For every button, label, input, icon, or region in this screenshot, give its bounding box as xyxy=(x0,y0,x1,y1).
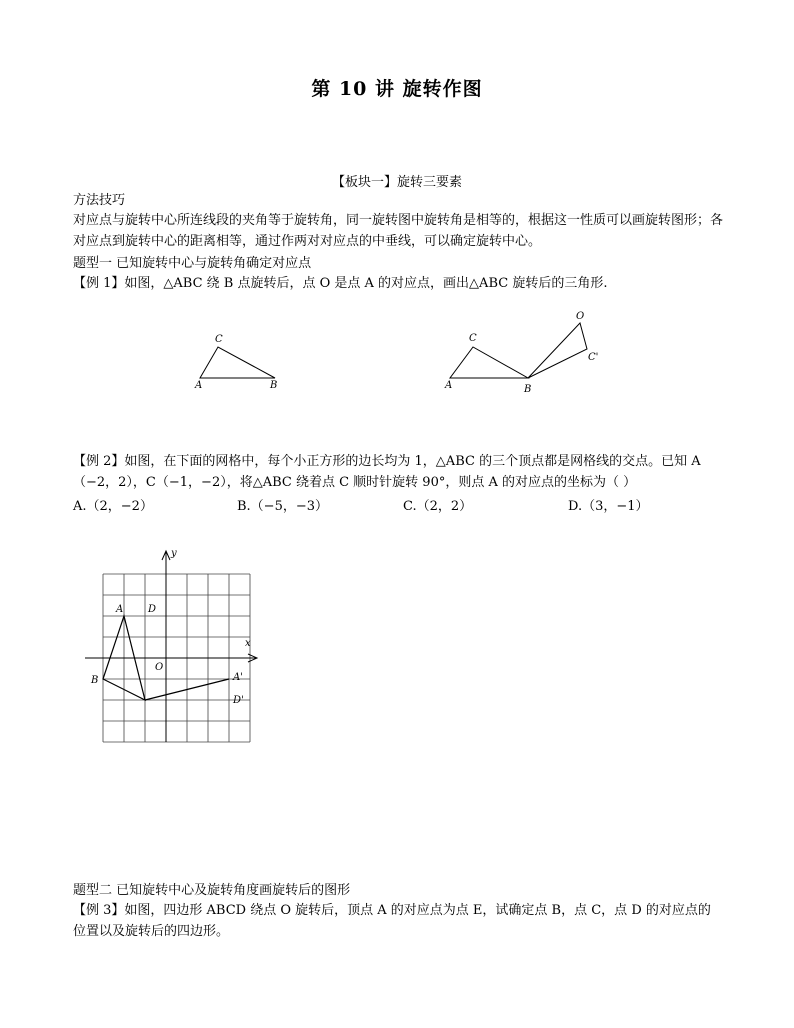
label-c: C xyxy=(215,334,223,345)
grid-label-d-prime: D' xyxy=(233,695,244,706)
example1-text: 【例 1】如图，△ABC 绕 B 点旋转后，点 O 是点 A 的对应点，画出△ABC 旋转后的三角形. xyxy=(73,276,608,291)
triangle-obc-prime xyxy=(528,323,587,378)
option-a: A.（2，−2） xyxy=(73,499,153,514)
grid-label-d: D xyxy=(148,604,157,615)
example1-figure-left xyxy=(190,328,290,392)
label-c-right: C xyxy=(469,333,477,344)
type1-heading: 题型一 已知旋转中心与旋转角确定对应点 xyxy=(73,256,312,271)
grid-label-o: O xyxy=(155,662,164,673)
label-b: B xyxy=(270,380,278,391)
label-a: A xyxy=(195,380,203,391)
triangle-abc-right xyxy=(450,347,528,378)
option-c: C.（2，2） xyxy=(403,499,473,514)
label-a-right: A xyxy=(445,380,453,391)
example2-line2: （−2，2），C（−1，−2），将△ABC 绕着点 C 顺时针旋转 90°，则点 A 的对应点的坐标为（ ） xyxy=(73,475,637,490)
example2-grid-figure xyxy=(80,546,265,746)
method-text: 对应点与旋转中心所连线段的夹角等于旋转角，同一旋转图中旋转角是相等的，根据这一性质可以画旋转图形；各对应点到旋转中心的距离相等，通过作两对对应点的中垂线，可以确定旋转中心。 xyxy=(73,213,724,249)
page-title: 第 10 讲 旋转作图 xyxy=(311,78,483,100)
label-o: O xyxy=(576,311,585,322)
grid-label-b: B xyxy=(91,675,99,686)
label-b-right: B xyxy=(524,384,532,395)
example3-text: 【例 3】如图，四边形 ABCD 绕点 O 旋转后，顶点 A 的对应点为点 E，试确定点 B，点 C，点 D 的对应点的位置以及旋转后的四边形。 xyxy=(73,903,711,939)
section-header: 【板块一】旋转三要素 xyxy=(331,175,462,190)
example1-figure-right xyxy=(440,308,610,396)
option-b: B.（−5，−3） xyxy=(237,499,329,514)
example2-line1: 【例 2】如图，在下面的网格中，每个小正方形的边长均为 1，△ABC 的三个顶点都是网格线的交点。已知 A xyxy=(73,454,701,469)
grid-label-a-prime: A' xyxy=(233,672,243,683)
option-d: D.（3，−1） xyxy=(568,499,649,514)
triangle-abc xyxy=(200,347,275,378)
method-heading: 方法技巧 xyxy=(73,193,126,208)
type2-heading: 题型二 已知旋转中心及旋转角度画旋转后的图形 xyxy=(73,883,351,898)
grid-label-y: y xyxy=(171,548,177,559)
grid-label-x: x xyxy=(245,638,251,649)
label-c-prime: C' xyxy=(588,352,599,363)
grid-label-a: A xyxy=(116,604,124,615)
